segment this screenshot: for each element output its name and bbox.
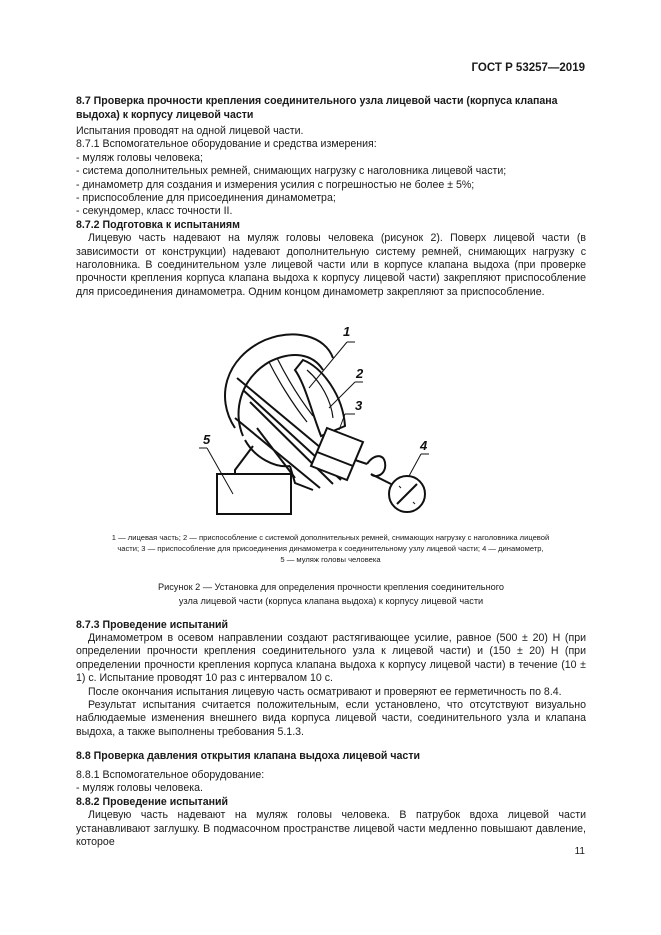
section-8-7-3-p3: Результат испытания считается положительным, если установлено, что отсутствуют визуально наблюдаемые изменения внешнего вида корпуса лицевой части, соединительного узла и клапана выдоха, а также выполнены требования 5.1.3.	[76, 699, 586, 738]
section-8-7-3-p2: После окончания испытания лицевую часть осматривают и проверяют ее герметичность по 8.4.	[88, 685, 562, 698]
list-item: - секундомер, класс точности II.	[76, 205, 233, 218]
figure-caption	[76, 580, 586, 608]
section-8-7-3-title: 8.7.3 Проведение испытаний	[76, 619, 229, 631]
page-number: 11	[574, 846, 585, 857]
section-8-8-1-title: 8.8.1 Вспомогательное оборудование:	[76, 769, 265, 781]
figure-label-4: 4	[420, 438, 428, 453]
figure-label-5: 5	[203, 432, 211, 447]
figure-2-drawing	[195, 318, 485, 526]
list-item: - динамометр для создания и измерения усилия с погрешностью не более ± 5%;	[76, 178, 475, 191]
section-8-7-intro: Испытания проводят на одной лицевой части.	[76, 125, 304, 137]
legend-line: 1 — лицевая часть; 2 — приспособление с системой дополнительных ремней, снимающих нагрузку с наголовника лицевой	[111, 533, 550, 542]
section-8-8-2-title: 8.8.2 Проведение испытаний	[76, 795, 229, 808]
section-8-8-title: 8.8 Проверка давления открытия клапана выдоха лицевой части	[76, 750, 421, 762]
section-8-7-3	[76, 618, 586, 739]
figure-label-2: 2	[356, 366, 364, 381]
section-8-8-2-text: Лицевую часть надевают на муляж головы человека. В патрубок вдоха лицевой части устанавливают заглушку. В подмасочном пространстве лицевой части медленно повышают давление, которое	[76, 809, 586, 849]
section-8-7-body	[76, 125, 586, 299]
list-item: - муляж головы человека.	[76, 782, 203, 795]
section-8-7-3-p1: Динамометром в осевом направлении создают растягивающее усилие, равное (500 ± 20) Н (при определении прочности крепления соединительного узла к лицевой части) и (150 ± 20) Н (при определении прочности крепления корпуса клапана выдоха к корпусу лицевой части) в течение (10 ± 1) с. Испытание проводят 10 раз с интервалом 10 с.	[76, 632, 586, 685]
section-8-7-2-title: 8.7.2 Подготовка к испытаниям	[76, 218, 240, 231]
legend-line: 5 — муляж головы человека	[280, 555, 381, 564]
figure-label-3: 3	[355, 398, 363, 413]
section-8-8	[76, 749, 586, 849]
section-8-7-title: 8.7 Проверка прочности крепления соединительного узла лицевой части (корпуса клапана выдоха) к корпусу лицевой части	[76, 95, 558, 121]
list-item: - система дополнительных ремней, снимающих нагрузку с наголовника лицевой части;	[76, 165, 507, 178]
section-8-7-2-text: Лицевую часть надевают на муляж головы человека (рисунок 2). Поверх лицевой части (в зависимости от конструкции) надевают дополнительную систему ремней, снимающих нагрузку с наголовника. В соединительном узле лицевой части или в корпусе клапана выдоха (при проверке прочности крепления корпуса клапана выдоха к корпусу лицевой части) закрепляют приспособление для присоединения динамометра. Одним концом динамометр закрепляют за приспособление.	[76, 232, 586, 298]
figure-legend	[54, 532, 607, 565]
caption-line: Рисунок 2 — Установка для определения прочности крепления соединительного	[157, 582, 505, 592]
list-item: - приспособление для присоединения динамометра;	[76, 192, 336, 205]
standard-number: ГОСТ Р 53257—2019	[471, 62, 585, 74]
caption-line: узла лицевой части (корпуса клапана выдоха) к корпусу лицевой части	[178, 596, 484, 606]
equipment-list	[76, 152, 586, 219]
section-8-7-1-title: 8.7.1 Вспомогательное оборудование и средства измерения:	[76, 138, 377, 151]
connector-block	[311, 428, 363, 480]
list-item: - муляж головы человека;	[76, 151, 203, 164]
legend-line: части; 3 — приспособление для присоединения динамометра к соединительному узлу лицевой части; 4 — динамометр,	[117, 544, 544, 553]
figure-label-1: 1	[343, 324, 351, 339]
stand-block	[217, 474, 291, 514]
